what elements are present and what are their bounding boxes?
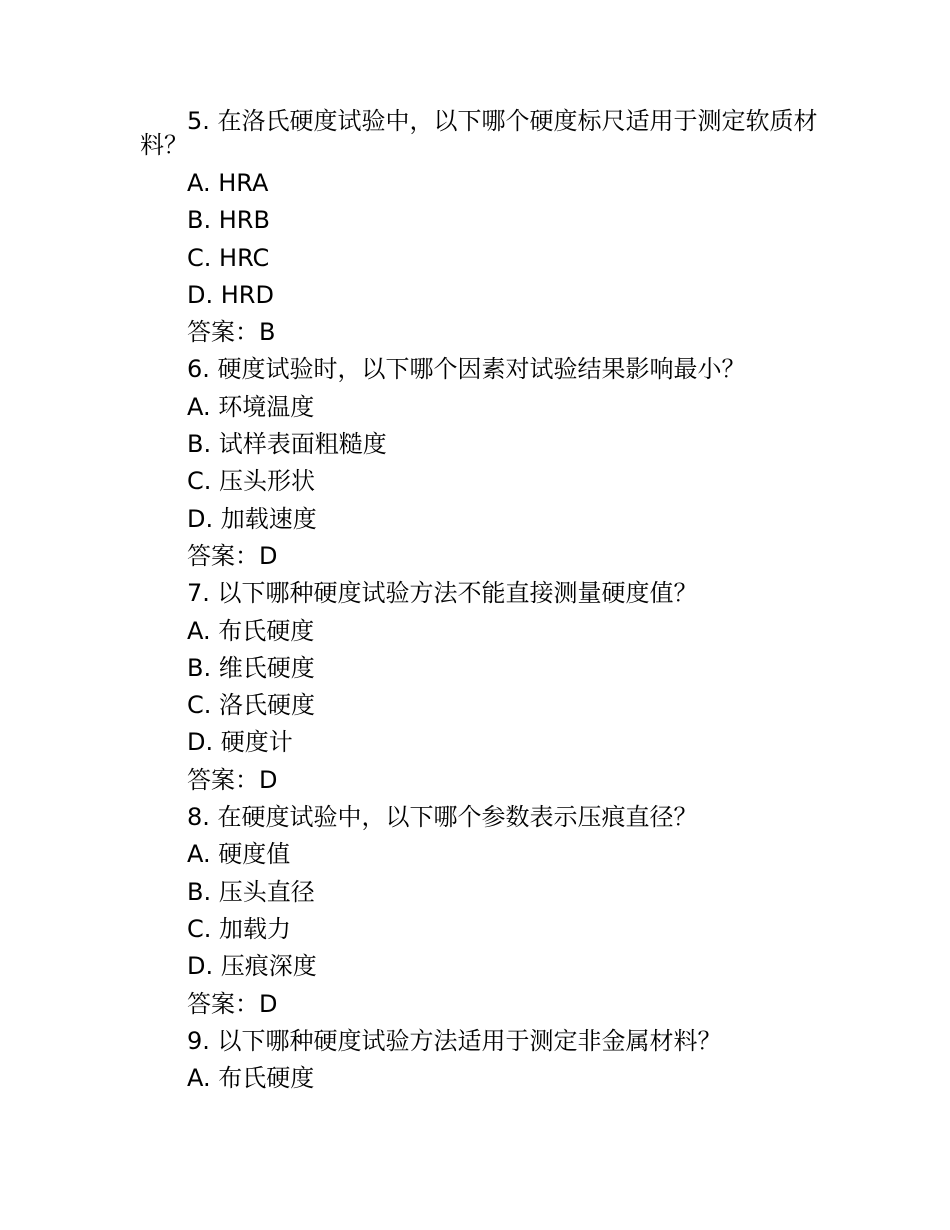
option-b-q6: B. 试样表面粗糙度	[187, 430, 387, 459]
question-5-text: 5. 在洛氏硬度试验中，以下哪个硬度标尺适用于测定软质材料？	[140, 107, 818, 159]
option-a-q9: A. 布氏硬度	[187, 1064, 315, 1093]
answer-q5: 答案：B	[187, 318, 276, 347]
option-a-q6: A. 环境温度	[187, 392, 315, 421]
answer-q7: 答案：D	[187, 765, 278, 794]
option-a-q8: A. 硬度值	[187, 840, 291, 869]
option-c-q7: C. 洛氏硬度	[187, 691, 316, 720]
question-8-text: 8. 在硬度试验中，以下哪个参数表示压痕直径？	[187, 803, 698, 832]
document-body	[140, 106, 830, 1097]
option-b-q7: B. 维氏硬度	[187, 653, 315, 682]
option-d-q5: D. HRD	[187, 280, 274, 309]
option-c-q5: C. HRC	[187, 243, 270, 272]
question-6-text: 6. 硬度试验时，以下哪个因素对试验结果影响最小？	[187, 355, 746, 384]
answer-q8: 答案：D	[187, 989, 278, 1018]
option-a-q7: A. 布氏硬度	[187, 616, 315, 645]
option-c-q8: C. 加载力	[187, 914, 292, 943]
question-7-text: 7. 以下哪种硬度试验方法不能直接测量硬度值？	[187, 579, 698, 608]
option-d-q8: D. 压痕深度	[187, 952, 317, 981]
option-d-q7: D. 硬度计	[187, 728, 293, 757]
option-b-q5: B. HRB	[187, 206, 270, 235]
answer-q6: 答案：D	[187, 541, 278, 570]
option-c-q6: C. 压头形状	[187, 467, 316, 496]
option-a-q5: A. HRA	[187, 169, 269, 197]
question-9-text: 9. 以下哪种硬度试验方法适用于测定非金属材料？	[187, 1026, 722, 1055]
option-d-q6: D. 加载速度	[187, 504, 317, 533]
option-b-q8: B. 压头直径	[187, 877, 315, 906]
